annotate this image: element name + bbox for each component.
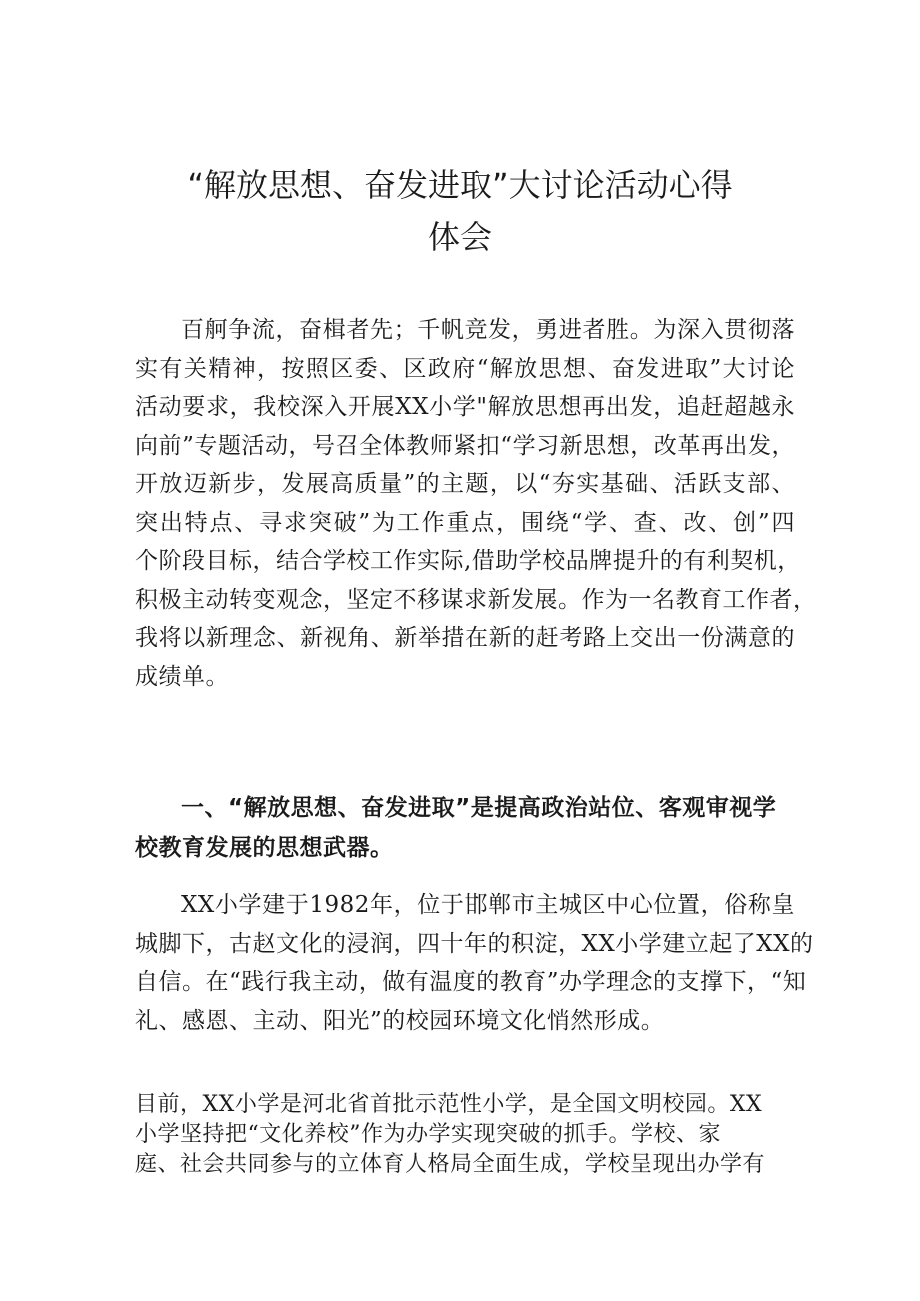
paragraph-line: 个阶段目标，结合学校工作实际,借助学校品牌提升的有利契机，: [135, 548, 801, 574]
paragraph-line: 向前”专题活动，号召全体教师紧扣“学习新思想，改革再出发，: [135, 432, 795, 459]
paragraph-line: 自信。在“践行我主动，做有温度的教育”办学理念的支撑下，“知: [135, 969, 807, 995]
paragraph-line: 实有关精神，按照区委、区政府“解放思想、奋发进取”大讨论: [135, 355, 795, 382]
heading-line: 一、“解放思想、奋发进取”是提高政治站位、客观审视学: [181, 795, 777, 821]
paragraph-line: 我将以新理念、新视角、新举措在新的赶考路上交出一份满意的: [135, 625, 795, 651]
paragraph-line: 目前，XX小学是河北省首批示范性小学，是全国文明校园。XX: [135, 1092, 763, 1117]
paragraph-line: 成绩单。: [135, 663, 229, 690]
paragraph-line: XX小学建于1982年，位于邯郸市主城区中心位置，俗称皇: [181, 892, 795, 918]
paragraph-school-history: [135, 886, 814, 1040]
paragraph-line: 活动要求，我校深入开展XX小学"解放思想再出发，追赶超越永: [135, 394, 795, 420]
paragraph-line: 城脚下，古赵文化的浸润，四十年的积淀，XX小学建立起了XX的: [135, 930, 814, 957]
paragraph-line: 礼、感恩、主动、阳光”的校园环境文化悄然形成。: [135, 1007, 665, 1034]
heading-line: 校教育发展的思想武器。: [135, 835, 394, 861]
document-title-line-2: 体会: [427, 218, 492, 256]
paragraph-current-status: [135, 1090, 795, 1180]
document-title-line-1: “解放思想、奋发进取”大讨论活动心得: [187, 166, 733, 204]
paragraph-intro: [135, 311, 817, 696]
paragraph-line: 庭、社会共同参与的立体育人格局全面生成，学校呈现出办学有: [135, 1152, 766, 1177]
paragraph-line: 突出特点、寻求突破”为工作重点，围绕“学、查、改、创”四: [135, 509, 795, 536]
paragraph-line: 小学坚持把“文化养校”作为办学实现突破的抓手。学校、家: [135, 1122, 721, 1147]
paragraph-line: 开放迈新步，发展高质量”的主题，以“夯实基础、活跃支部、: [135, 471, 795, 497]
paragraph-line: 百舸争流，奋楫者先；千帆竞发，勇进者胜。为深入贯彻落: [181, 317, 795, 343]
section-heading-1: [135, 788, 795, 868]
paragraph-line: 积极主动转变观念，坚定不移谋求新发展。作为一名教育工作者，: [135, 586, 817, 613]
